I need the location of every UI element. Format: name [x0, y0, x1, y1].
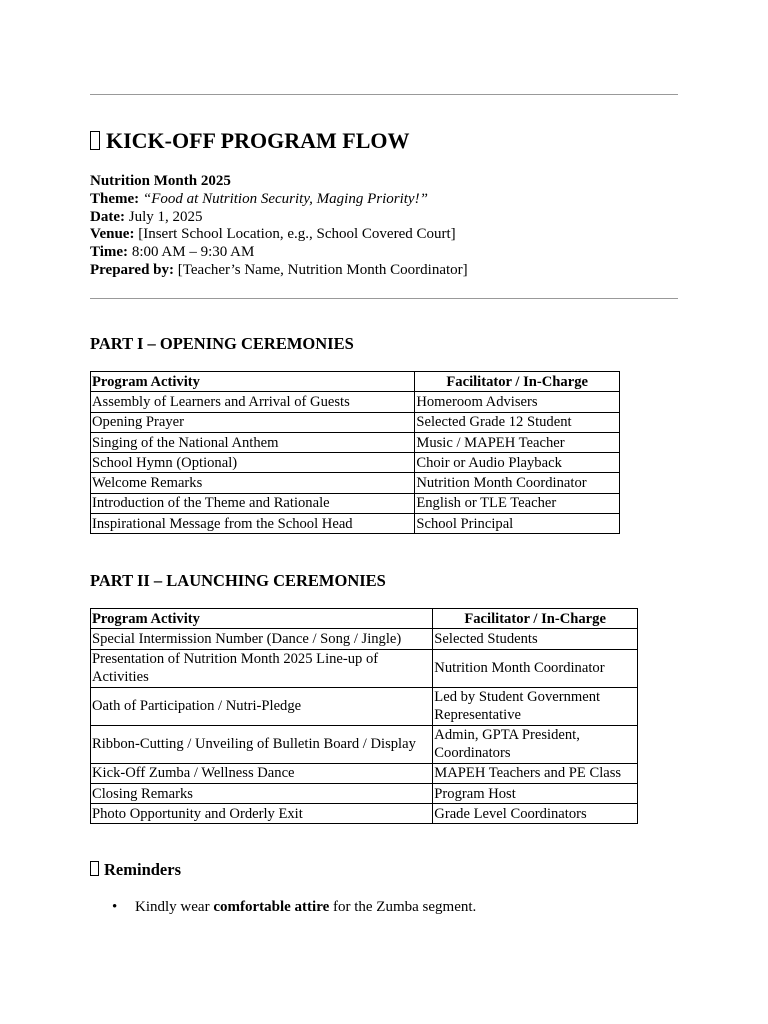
table-row — [91, 783, 638, 803]
facilitator-cell: Nutrition Month Coordinator — [415, 473, 620, 493]
time-line: Time: 8:00 AM – 9:30 AM — [90, 244, 255, 261]
activity-cell: Welcome Remarks — [91, 473, 415, 493]
facilitator-cell: Nutrition Month Coordinator — [433, 649, 638, 687]
table-header-row — [91, 372, 620, 392]
table-row — [91, 725, 638, 763]
column-header-facilitator: Facilitator / In-Charge — [415, 372, 620, 392]
facilitator-cell: Selected Students — [433, 629, 638, 649]
top-divider — [90, 94, 678, 95]
meta-divider — [90, 298, 678, 299]
activity-cell: Closing Remarks — [91, 783, 433, 803]
table-row — [91, 453, 620, 473]
document-title — [90, 126, 410, 156]
missing-glyph-icon — [90, 861, 99, 876]
facilitator-cell: Selected Grade 12 Student — [415, 412, 620, 432]
event-details — [90, 173, 468, 280]
activity-cell: Special Intermission Number (Dance / Song / Jingle) — [91, 629, 433, 649]
table-row — [91, 687, 638, 725]
facilitator-cell: Admin, GPTA President, Coordinators — [433, 725, 638, 763]
reminders-heading-text: Reminders — [104, 860, 181, 879]
facilitator-cell: Program Host — [433, 783, 638, 803]
table-row — [91, 432, 620, 452]
date-line: Date: July 1, 2025 — [90, 208, 203, 225]
facilitator-cell: Grade Level Coordinators — [433, 804, 638, 824]
activity-cell: Singing of the National Anthem — [91, 432, 415, 452]
activity-cell: Ribbon-Cutting / Unveiling of Bulletin Board / Display — [91, 725, 433, 763]
table-row — [91, 514, 620, 534]
activity-cell: Kick-Off Zumba / Wellness Dance — [91, 763, 433, 783]
activity-cell: Inspirational Message from the School Head — [91, 514, 415, 534]
theme-line: Theme: “Food at Nutrition Security, Maging Priority!” — [90, 190, 428, 207]
activity-cell: Introduction of the Theme and Rationale — [91, 493, 415, 513]
opening-ceremonies-table — [90, 371, 620, 534]
title-text: KICK-OFF PROGRAM FLOW — [106, 128, 410, 153]
table-row — [91, 493, 620, 513]
facilitator-cell: Music / MAPEH Teacher — [415, 432, 620, 452]
missing-glyph-icon — [90, 131, 100, 150]
activity-cell: Oath of Participation / Nutri-Pledge — [91, 687, 433, 725]
part1-heading: PART I – OPENING CEREMONIES — [90, 334, 354, 353]
table-row — [91, 392, 620, 412]
table-row — [91, 629, 638, 649]
launching-ceremonies-table — [90, 608, 638, 824]
facilitator-cell: Choir or Audio Playback — [415, 453, 620, 473]
column-header-activity: Program Activity — [91, 609, 433, 629]
table-row — [91, 412, 620, 432]
facilitator-cell: MAPEH Teachers and PE Class — [433, 763, 638, 783]
prepared-by-line: Prepared by: [Teacher’s Name, Nutrition Month Coordinator] — [90, 261, 468, 278]
part2-heading: PART II – LAUNCHING CEREMONIES — [90, 571, 386, 590]
column-header-activity: Program Activity — [91, 372, 415, 392]
venue-line: Venue: [Insert School Location, e.g., School Covered Court] — [90, 226, 456, 243]
list-item: • Kindly wear comfortable attire for the Zumba segment. — [112, 899, 477, 915]
bullet-icon: • — [112, 899, 118, 915]
column-header-facilitator: Facilitator / In-Charge — [433, 609, 638, 629]
facilitator-cell: School Principal — [415, 514, 620, 534]
table-row — [91, 804, 638, 824]
event-name: Nutrition Month 2025 — [90, 173, 231, 189]
activity-cell: School Hymn (Optional) — [91, 453, 415, 473]
activity-cell: Opening Prayer — [91, 412, 415, 432]
table-row — [91, 649, 638, 687]
activity-cell: Presentation of Nutrition Month 2025 Line-up of Activities — [91, 649, 433, 687]
table-row — [91, 473, 620, 493]
facilitator-cell: English or TLE Teacher — [415, 493, 620, 513]
table-row — [91, 763, 638, 783]
table-header-row — [91, 609, 638, 629]
activity-cell: Assembly of Learners and Arrival of Guests — [91, 392, 415, 412]
reminders-heading — [90, 860, 181, 880]
facilitator-cell: Homeroom Advisers — [415, 392, 620, 412]
reminders-list — [90, 897, 476, 917]
facilitator-cell: Led by Student Government Representative — [433, 687, 638, 725]
activity-cell: Photo Opportunity and Orderly Exit — [91, 804, 433, 824]
